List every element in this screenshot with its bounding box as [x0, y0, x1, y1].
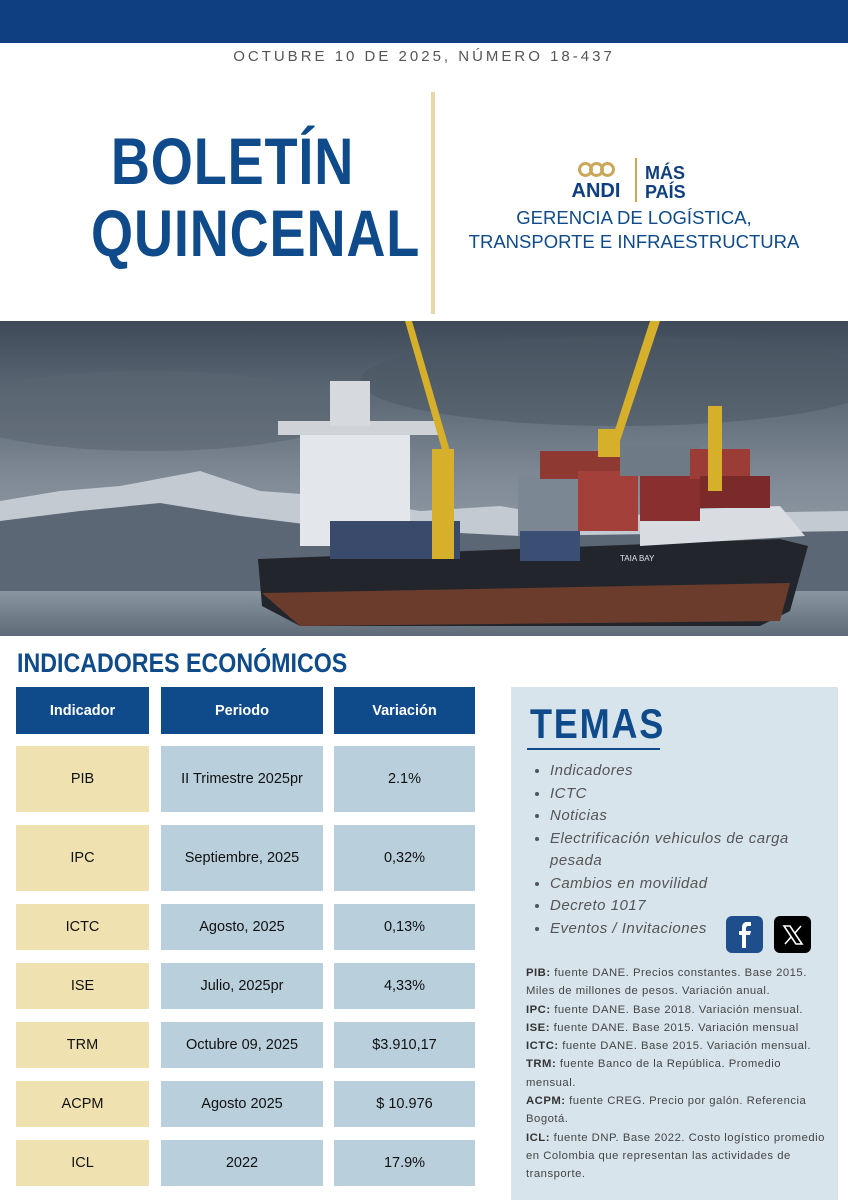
table-row-icl-name: ICL [16, 1140, 149, 1186]
table-row-ipc-period: Septiembre, 2025 [161, 825, 323, 891]
table-row-trm-value: $3.910,17 [334, 1022, 475, 1068]
table-row-acpm-period: Agosto 2025 [161, 1081, 323, 1127]
header-variacion: Variación [334, 687, 475, 734]
page-title [91, 124, 421, 270]
note-trm: TRM: fuente Banco de la República. Promedio mensual. [526, 1058, 782, 1089]
table-row-ise-period: Julio, 2025pr [161, 963, 323, 1009]
table-row-pib-value: 2.1% [334, 746, 475, 812]
table-row-ipc-name: IPC [16, 825, 149, 891]
x-icon [782, 924, 804, 946]
temas-item-indicadores[interactable]: • Indicadores [550, 760, 820, 783]
table-row-ise-name: ISE [16, 963, 149, 1009]
table-row-acpm-value: $ 10.976 [334, 1081, 475, 1127]
logo-pais-text: PAÍS [645, 182, 686, 202]
andi-rings-icon [580, 158, 613, 180]
note-icl: ICL: fuente DNP. Base 2022. Costo logístico promedio en Colombia que representan las actividades de transporte. [526, 1131, 825, 1181]
note-acpm: ACPM: fuente CREG. Precio por galón. Referencia Bogotá. [526, 1095, 807, 1126]
vertical-divider [431, 92, 435, 314]
dateline: OCTUBRE 10 DE 2025, NÚMERO 18-437 [233, 48, 615, 65]
andi-logo [565, 156, 686, 202]
title-line-1: BOLETÍN [110, 124, 355, 198]
note-ise: ISE: fuente DANE. Base 2015. Variación mensual [526, 1021, 799, 1034]
table-row-ictc-period: Agosto, 2025 [161, 904, 323, 950]
temas-item-noticias[interactable]: • Noticias [550, 805, 820, 828]
gerencia-line-1: GERENCIA DE LOGÍSTICA, [516, 207, 752, 228]
table-row-trm-period: Octubre 09, 2025 [161, 1022, 323, 1068]
temas-item-ictc[interactable]: • ICTC [550, 783, 820, 806]
table-row-acpm-name: ACPM [16, 1081, 149, 1127]
table-row-trm-name: TRM [16, 1022, 149, 1068]
top-bar [0, 0, 848, 43]
note-ictc: ICTC: fuente DANE. Base 2015. Variación mensual. [526, 1040, 812, 1053]
facebook-button[interactable] [726, 916, 763, 953]
header-periodo: Periodo [161, 687, 323, 734]
ship-name: TAIA BAY [620, 554, 655, 563]
note-pib: PIB: fuente DANE. Precios constantes. Base 2015. Miles de millones de pesos. Variación anual. [526, 967, 807, 998]
logo-mas-text: MÁS [645, 163, 685, 183]
table-row-pib-period: II Trimestre 2025pr [161, 746, 323, 812]
table-row-pib-name: PIB [16, 746, 149, 812]
facebook-icon [734, 922, 756, 948]
indicadores-title: INDICADORES ECONÓMICOS [17, 648, 348, 678]
cargo-ship-photo [0, 321, 848, 636]
table-row-ipc-value: 0,32% [334, 825, 475, 891]
gerencia-line-2: TRANSPORTE E INFRAESTRUCTURA [468, 231, 800, 252]
temas-item-movilidad[interactable]: • Cambios en movilidad [550, 873, 820, 896]
logo-separator [635, 158, 637, 202]
temas-item-electrificacion[interactable]: • Electrificación vehiculos de carga pesada [550, 828, 820, 873]
table-row-icl-value: 17.9% [334, 1140, 475, 1186]
table-row-ictc-name: ICTC [16, 904, 149, 950]
table-row-ise-value: 4,33% [334, 963, 475, 1009]
temas-underline [527, 748, 660, 750]
table-row-icl-period: 2022 [161, 1140, 323, 1186]
temas-list [530, 760, 820, 940]
table-row-ictc-value: 0,13% [334, 904, 475, 950]
temas-item-eventos[interactable]: • Eventos / Invitaciones [550, 918, 820, 941]
x-button[interactable] [774, 916, 811, 953]
title-line-2: QUINCENAL [91, 196, 421, 270]
gerencia-subtitle [440, 206, 828, 254]
source-notes [526, 964, 826, 1184]
note-ipc: IPC: fuente DANE. Base 2018. Variación mensual. [526, 1003, 803, 1016]
logo-andi-text: ANDI [571, 180, 621, 202]
temas-item-decreto[interactable]: • Decreto 1017 [550, 895, 820, 918]
header-indicador: Indicador [16, 687, 149, 734]
temas-title: TEMAS [530, 700, 666, 747]
